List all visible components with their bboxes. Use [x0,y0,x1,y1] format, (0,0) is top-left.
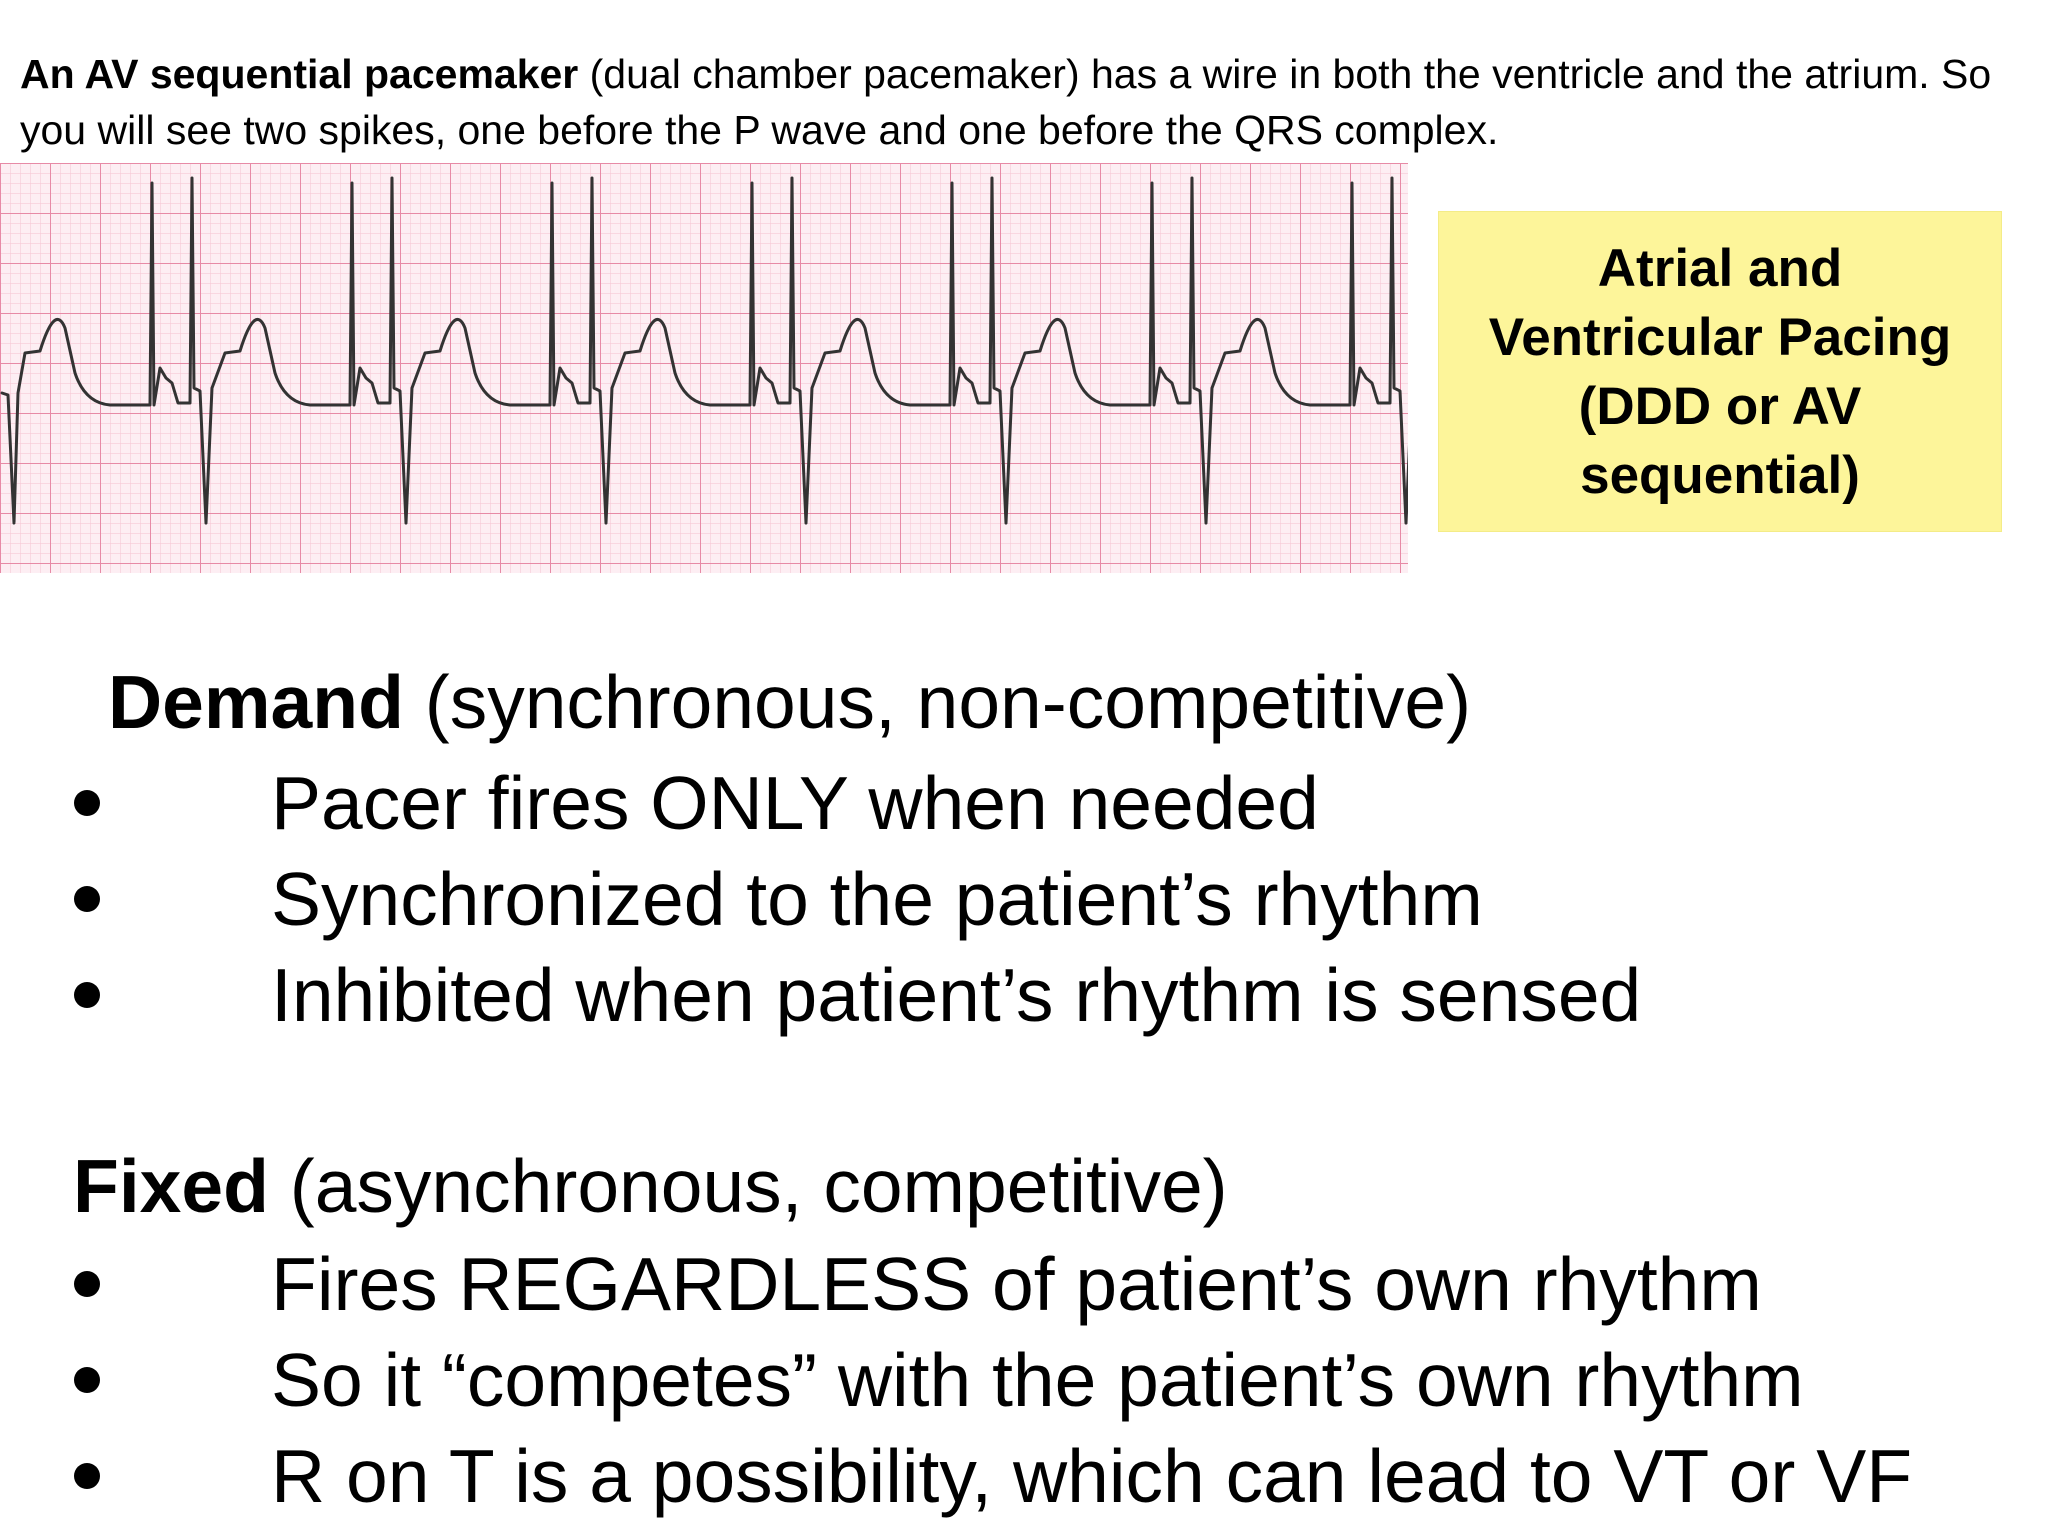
bullet-icon [74,1271,100,1297]
demand-bullet-text: Synchronized to the patient’s rhythm [271,857,1483,941]
fixed-title: Fixed [73,1144,269,1228]
callout-line-3: (DDD or AV [1578,376,1862,436]
fixed-bullet-text: So it “competes” with the patient’s own rhythm [271,1338,1804,1422]
bullet-icon [74,1463,100,1489]
bullet-icon [74,790,100,816]
fixed-subtitle: (asynchronous, competitive) [268,1144,1228,1228]
bullet-icon [74,1367,100,1393]
pacing-type-callout [1438,211,2002,532]
demand-bullet-text: Inhibited when patient’s rhythm is sensed [271,953,1642,1037]
demand-subtitle: (synchronous, non-competitive) [403,660,1472,744]
ecg-strip [0,163,1408,573]
callout-line-4: sequential) [1580,445,1860,505]
demand-bullet-text: Pacer fires ONLY when needed [271,761,1319,845]
demand-title: Demand [108,660,404,744]
intro-paragraph [20,46,2030,158]
intro-bold-term: An AV sequential pacemaker [20,51,579,97]
fixed-heading [73,1141,1228,1231]
bullet-icon [74,886,100,912]
callout-line-2: Ventricular Pacing [1488,307,1952,367]
callout-text [1460,234,1980,510]
fixed-bullet-text: Fires REGARDLESS of patient’s own rhythm [271,1242,1762,1326]
intro-text: (dual chamber pacemaker) has a wire in both the ventricle and the atrium. So you will see two spikes, one before the P wave and one before the QRS complex. [20,51,1992,153]
callout-line-1: Atrial and [1597,238,1843,298]
fixed-bullet-text: R on T is a possibility, which can lead to VT or VF [271,1434,1913,1518]
demand-heading [108,657,1471,747]
bullet-icon [74,982,100,1008]
